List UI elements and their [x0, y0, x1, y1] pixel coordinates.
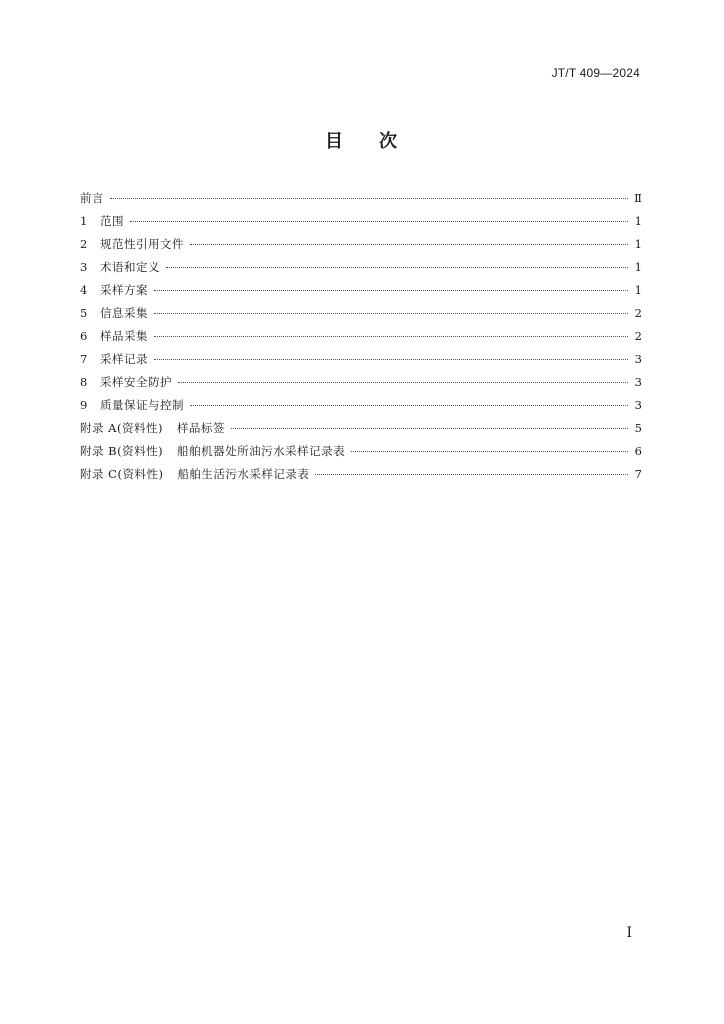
toc-entry-foreword[interactable] — [80, 187, 642, 210]
toc-leader-dots — [351, 451, 628, 452]
toc-entry-subtitle: 船舶生活污水采样记录表 — [177, 467, 310, 481]
toc-entry-number: 8 — [80, 375, 88, 389]
toc-leader-dots — [154, 290, 628, 291]
toc-entry-number: 4 — [80, 283, 88, 297]
toc-entry-page: 2 — [634, 329, 642, 343]
toc-entry-appendix-a[interactable] — [80, 417, 642, 440]
toc-entry-number: 6 — [80, 329, 88, 343]
toc-entry-subtitle: 样品标签 — [176, 421, 225, 435]
toc-entry-page: Ⅱ — [634, 191, 642, 205]
toc-entry-page: 5 — [634, 421, 642, 435]
toc-entry-number: 7 — [80, 352, 88, 366]
toc-entry-label: 范围 — [100, 214, 124, 228]
toc-entry-3[interactable] — [80, 256, 642, 279]
toc-entry-label: 附录 B(资料性) — [80, 444, 164, 458]
toc-entry-label: 样品采集 — [100, 329, 148, 343]
toc-leader-dots — [154, 359, 628, 360]
toc-entry-number: 9 — [80, 398, 88, 412]
toc-leader-dots — [130, 221, 628, 222]
page-title — [0, 127, 724, 153]
toc-entry-page: 3 — [634, 352, 642, 366]
toc-entry-number: 5 — [80, 306, 88, 320]
toc-entry-appendix-c[interactable] — [80, 463, 642, 486]
toc-entry-subtitle: 船舶机器处所油污水采样记录表 — [177, 444, 346, 458]
toc-entry-label: 采样方案 — [100, 283, 148, 297]
toc-entry-5[interactable] — [80, 302, 642, 325]
title-part-1: 目 — [325, 131, 345, 152]
toc-entry-page: 3 — [634, 375, 642, 389]
toc-leader-dots — [190, 405, 628, 406]
toc-entry-page: 1 — [634, 214, 642, 228]
toc-entry-7[interactable] — [80, 348, 642, 371]
toc-leader-dots — [110, 198, 628, 199]
standard-code: JT/T 409—2024 — [551, 66, 640, 80]
toc-leader-dots — [231, 428, 628, 429]
toc-entry-label: 质量保证与控制 — [100, 398, 184, 412]
toc-entry-page: 1 — [634, 237, 642, 251]
toc-entry-page: 1 — [634, 283, 642, 297]
toc-entry-page: 7 — [634, 467, 642, 481]
toc-entry-number: 3 — [80, 260, 88, 274]
toc-entry-page: 6 — [634, 444, 642, 458]
toc-entry-page: 3 — [634, 398, 642, 412]
toc-entry-label: 附录 C(资料性) — [80, 467, 164, 481]
toc-leader-dots — [178, 382, 628, 383]
toc-entry-4[interactable] — [80, 279, 642, 302]
toc-entry-label: 采样记录 — [100, 352, 148, 366]
toc-leader-dots — [315, 474, 628, 475]
page-number: I — [626, 925, 632, 941]
title-part-2: 次 — [379, 131, 399, 152]
toc-entry-page: 2 — [634, 306, 642, 320]
toc-entry-label: 采样安全防护 — [100, 375, 172, 389]
toc-entry-1[interactable] — [80, 210, 642, 233]
toc-entry-page: 1 — [634, 260, 642, 274]
toc-leader-dots — [154, 336, 628, 337]
toc-entry-9[interactable] — [80, 394, 642, 417]
toc-entry-number: 2 — [80, 237, 88, 251]
toc-leader-dots — [154, 313, 628, 314]
toc-entry-8[interactable] — [80, 371, 642, 394]
toc-entry-appendix-b[interactable] — [80, 440, 642, 463]
toc-entry-label: 规范性引用文件 — [100, 237, 184, 251]
toc-entry-6[interactable] — [80, 325, 642, 348]
toc-entry-label: 信息采集 — [100, 306, 148, 320]
toc-entry-number: 1 — [80, 214, 88, 228]
toc-entry-label: 术语和定义 — [100, 260, 160, 274]
toc-entry-label: 前言 — [80, 191, 104, 205]
table-of-contents — [80, 187, 642, 486]
toc-leader-dots — [166, 267, 628, 268]
toc-entry-label: 附录 A(资料性) — [80, 421, 163, 435]
toc-leader-dots — [190, 244, 628, 245]
toc-entry-2[interactable] — [80, 233, 642, 256]
